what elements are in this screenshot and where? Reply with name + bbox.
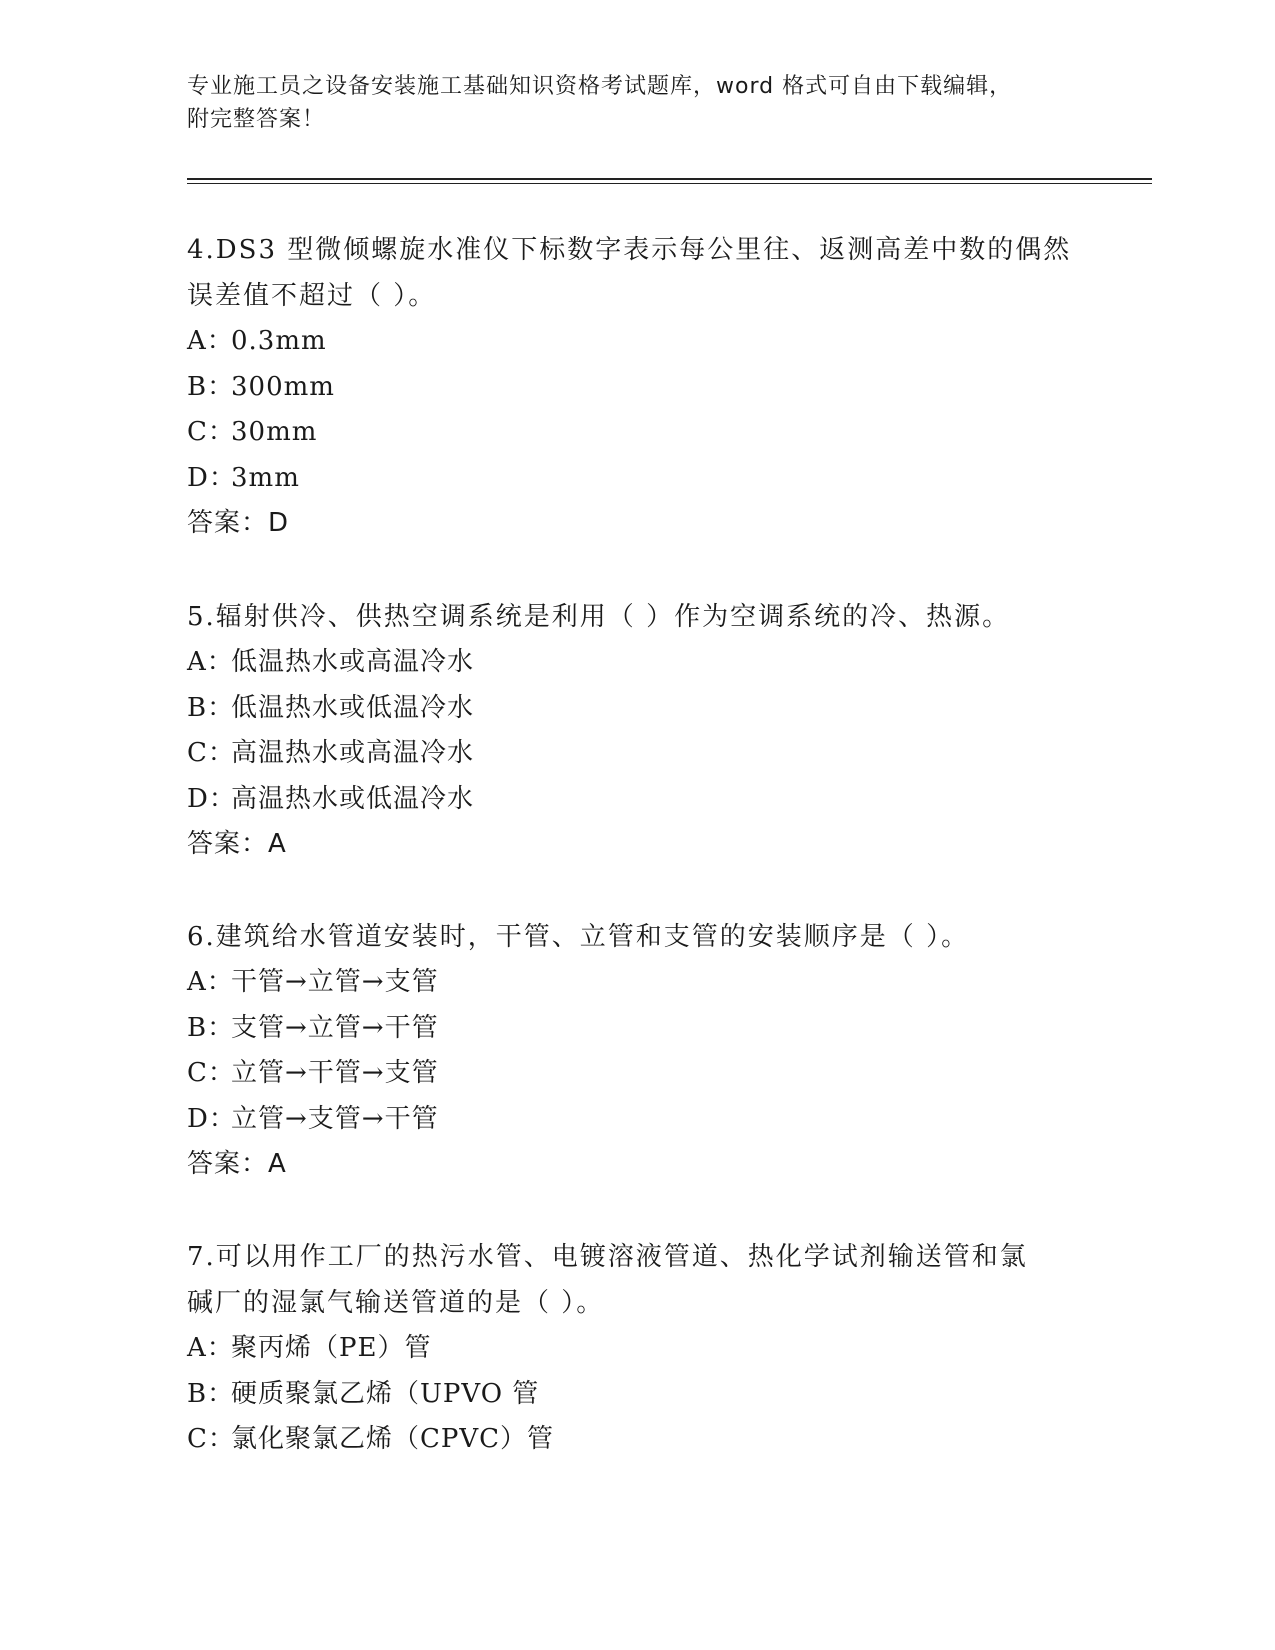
option-text: 立管→支管→干管 — [231, 1103, 439, 1134]
option-key: A： — [187, 326, 234, 356]
option-key: C： — [187, 738, 235, 768]
option-text: 低温热水或高温冷水 — [231, 647, 475, 677]
option-key: B： — [187, 1012, 235, 1043]
option-key: B： — [187, 1378, 235, 1409]
option-b — [187, 365, 1087, 411]
option-key: A： — [187, 647, 234, 677]
option-c — [187, 1417, 1087, 1463]
question-7 — [187, 1234, 1087, 1463]
option-b — [187, 1372, 1087, 1418]
option-text: 300mm — [231, 371, 335, 402]
question-6 — [187, 914, 1087, 1187]
option-text: 氯化聚氯乙烯（CPVC）管 — [231, 1424, 555, 1454]
header-line-2: 附完整答案！ — [187, 107, 326, 132]
option-key: B： — [187, 692, 235, 723]
option-key: D： — [187, 1103, 236, 1134]
option-key: A： — [187, 1333, 234, 1363]
question-5 — [187, 594, 1087, 867]
question-stem: 7.可以用作工厂的热污水管、电镀溶液管道、热化学试剂输送管和氯 — [187, 1242, 1028, 1272]
header-line-1: 专业施工员之设备安装施工基础知识资格考试题库，word 格式可自由下载编辑， — [187, 74, 1013, 99]
option-key: D： — [187, 783, 236, 814]
option-a — [187, 1326, 1087, 1372]
option-key: C： — [187, 1058, 235, 1088]
option-text: 干管→立管→支管 — [231, 967, 439, 997]
option-text: 立管→干管→支管 — [231, 1058, 439, 1088]
option-text: 30mm — [231, 417, 318, 447]
option-text: 0.3mm — [231, 326, 327, 356]
option-text: 高温热水或低温冷水 — [231, 783, 475, 814]
option-d — [187, 1097, 1087, 1143]
option-d — [187, 777, 1087, 823]
option-a — [187, 319, 1087, 365]
answer-line: 答案：A — [187, 1149, 287, 1179]
option-key: C： — [187, 1424, 235, 1454]
answer-line: 答案：D — [187, 508, 290, 538]
option-c — [187, 410, 1087, 456]
option-text: 高温热水或高温冷水 — [231, 738, 475, 768]
option-key: C： — [187, 417, 235, 447]
header-divider-thin — [187, 183, 1152, 184]
option-text: 支管→立管→干管 — [231, 1012, 439, 1043]
question-stem: 5.辐射供冷、供热空调系统是利用（ ）作为空调系统的冷、热源。 — [187, 602, 1011, 632]
question-stem: 4.DS3 型微倾螺旋水准仪下标数字表示每公里往、返测高差中数的偶然 — [187, 235, 1072, 265]
question-stem-continued: 误差值不超过（ ）。 — [187, 281, 437, 311]
option-text: 硬质聚氯乙烯（UPVO 管 — [231, 1378, 540, 1409]
option-a — [187, 960, 1087, 1006]
option-key: D： — [187, 462, 236, 493]
answer-line: 答案：A — [187, 829, 287, 859]
option-c — [187, 731, 1087, 777]
option-b — [187, 686, 1087, 732]
document-header — [187, 70, 1067, 136]
question-stem: 6.建筑给水管道安装时，干管、立管和支管的安装顺序是（ ）。 — [187, 922, 970, 952]
option-key: B： — [187, 371, 235, 402]
option-b — [187, 1006, 1087, 1052]
option-text: 低温热水或低温冷水 — [231, 692, 475, 723]
option-text: 3mm — [231, 462, 300, 493]
option-c — [187, 1051, 1087, 1097]
option-d — [187, 456, 1087, 502]
question-stem-continued: 碱厂的湿氯气输送管道的是（ ）。 — [187, 1288, 605, 1318]
question-4 — [187, 227, 1087, 546]
option-a — [187, 640, 1087, 686]
header-divider-thick — [187, 178, 1152, 180]
option-key: A： — [187, 967, 234, 997]
option-text: 聚丙烯（PE）管 — [231, 1333, 432, 1363]
